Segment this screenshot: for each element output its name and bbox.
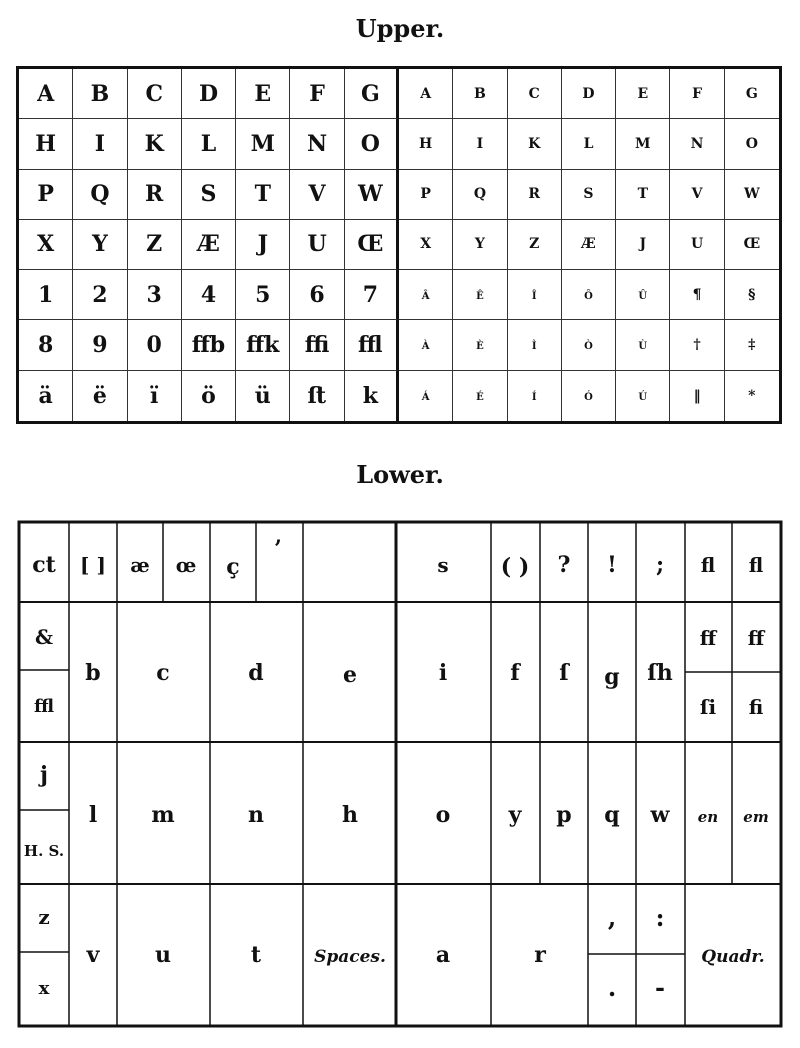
lower-cell-spaces: Spaces. [314, 947, 386, 967]
upper-cell: O [345, 119, 399, 169]
upper-cell: M [236, 119, 290, 169]
lower-cell-z: z [38, 905, 50, 929]
upper-cell: ú [616, 371, 670, 421]
upper-cell: 5 [236, 270, 290, 320]
upper-cell: à [399, 320, 453, 370]
lower-cell-question: ? [557, 552, 571, 578]
upper-cell: è [453, 320, 507, 370]
upper-cell: T [616, 170, 670, 220]
upper-cell: ﬅ [290, 371, 344, 421]
upper-cell: U [670, 220, 724, 270]
upper-cell: S [182, 170, 236, 220]
lower-cell-quadr: Quadr. [701, 947, 765, 967]
upper-cell: Y [453, 220, 507, 270]
upper-cell: 1 [19, 270, 73, 320]
lower-cell-fl-2: ﬂ [748, 553, 764, 577]
upper-cell: J [616, 220, 670, 270]
lower-cell-g: g [604, 664, 620, 690]
upper-cell: ﬃ [290, 320, 344, 370]
upper-cell: † [670, 320, 724, 370]
lower-cell-c: c [156, 660, 170, 686]
upper-cell: F [670, 69, 724, 119]
lower-cell-ct: ct [32, 552, 56, 578]
upper-cell: J [236, 220, 290, 270]
upper-cell: L [182, 119, 236, 169]
lower-cell-en: en [697, 808, 719, 826]
lower-cell-v: v [86, 942, 100, 968]
lower-cell-semicolon: ; [655, 552, 665, 578]
upper-cell: U [290, 220, 344, 270]
lower-cell-ff: ﬀ [699, 626, 717, 650]
upper-cell: â [399, 270, 453, 320]
lower-cell-long-s: ſ [559, 660, 569, 686]
upper-cell: H [19, 119, 73, 169]
upper-cell: í [508, 371, 562, 421]
upper-cell: W [345, 170, 399, 220]
lower-cell-m: m [151, 802, 175, 828]
lower-cell-si: ſi [699, 695, 717, 719]
lower-cell-colon: : [655, 903, 665, 932]
upper-cell: û [616, 270, 670, 320]
lower-cell-x: x [38, 978, 50, 999]
lower-cell-b: b [85, 660, 101, 686]
upper-cell: X [19, 220, 73, 270]
upper-cell: Y [73, 220, 127, 270]
upper-cell: ¶ [670, 270, 724, 320]
lower-cell-apostrophe: ’ [274, 536, 282, 562]
lower-cell-oe: œ [175, 553, 197, 577]
upper-cell: H [399, 119, 453, 169]
upper-cell: I [73, 119, 127, 169]
upper-cell: ﬀb [182, 320, 236, 370]
upper-cell: P [19, 170, 73, 220]
lower-cell-sh: ſh [647, 660, 673, 686]
upper-cell: X [399, 220, 453, 270]
upper-cell: Æ [562, 220, 616, 270]
lower-cell-hyphen: - [655, 973, 665, 1002]
upper-cell: Æ [182, 220, 236, 270]
upper-cell: G [725, 69, 779, 119]
lower-outer-frame [19, 522, 781, 1026]
upper-cell: C [128, 69, 182, 119]
lower-cell-ampersand: & [34, 625, 54, 649]
upper-cell: A [399, 69, 453, 119]
lower-cell-parens: ( ) [500, 554, 530, 580]
upper-cell: î [508, 270, 562, 320]
lower-cell-fl: ﬂ [700, 553, 716, 577]
lower-cell-l: l [88, 802, 98, 828]
upper-cell: V [290, 170, 344, 220]
upper-cell: ä [19, 371, 73, 421]
upper-cell: E [616, 69, 670, 119]
upper-cell: 4 [182, 270, 236, 320]
lower-cell-q: q [604, 802, 620, 828]
upper-cell: B [73, 69, 127, 119]
upper-cell: T [236, 170, 290, 220]
lower-cell-f: f [510, 660, 520, 686]
lower-cell-j: j [40, 762, 48, 788]
lower-cell-comma: , [607, 903, 617, 932]
upper-cell: 3 [128, 270, 182, 320]
upper-cell: B [453, 69, 507, 119]
lower-cell-ffl: ﬄ [33, 696, 55, 717]
upper-cell: ‡ [725, 320, 779, 370]
upper-cell: E [236, 69, 290, 119]
upper-cell: k [345, 371, 399, 421]
upper-cell: Œ [345, 220, 399, 270]
lower-cell-hs: H. S. [23, 842, 65, 860]
upper-cell: G [345, 69, 399, 119]
upper-cell: M [616, 119, 670, 169]
upper-cell: 6 [290, 270, 344, 320]
upper-cell: ﬀk [236, 320, 290, 370]
lower-cell-brackets: [ ] [80, 553, 106, 577]
upper-cell: K [508, 119, 562, 169]
upper-cell: 8 [19, 320, 73, 370]
lower-cell-h: h [342, 802, 358, 828]
upper-cell: P [399, 170, 453, 220]
upper-cell: Z [128, 220, 182, 270]
lower-case-title: Lower. [356, 460, 444, 489]
upper-cell: D [562, 69, 616, 119]
upper-cell: ï [128, 371, 182, 421]
lower-cell-d: d [248, 660, 264, 686]
upper-cell: A [19, 69, 73, 119]
lower-cell-o: o [435, 802, 451, 828]
upper-cell: ó [562, 371, 616, 421]
upper-cell: ë [73, 371, 127, 421]
upper-cell: V [670, 170, 724, 220]
upper-cell: ô [562, 270, 616, 320]
upper-cell: R [128, 170, 182, 220]
upper-case-title: Upper. [355, 14, 445, 43]
lower-cell-em: em [743, 808, 769, 826]
lower-cell-e: e [343, 662, 357, 688]
upper-cell: F [290, 69, 344, 119]
lower-cell-s: s [437, 553, 449, 577]
lower-cell-r: r [534, 942, 546, 968]
upper-cell: S [562, 170, 616, 220]
upper-cell: ﬄ [345, 320, 399, 370]
upper-cell: * [748, 387, 756, 404]
upper-cell: ö [182, 371, 236, 421]
upper-cell: R [508, 170, 562, 220]
upper-cell: é [453, 371, 507, 421]
upper-cell: C [508, 69, 562, 119]
lower-cell-i: i [438, 660, 448, 686]
upper-cell: ù [616, 320, 670, 370]
lower-cell-u: u [155, 942, 171, 968]
upper-cell: 7 [345, 270, 399, 320]
upper-cell: N [670, 119, 724, 169]
upper-cell: § [725, 270, 779, 320]
upper-cell: Q [453, 170, 507, 220]
lower-cell-fi: ﬁ [748, 695, 764, 719]
lower-cell-exclaim: ! [607, 552, 617, 578]
lower-cell-a: a [435, 942, 451, 968]
lower-cell-ff-2: ﬀ [747, 626, 765, 650]
upper-cell: Q [73, 170, 127, 220]
lower-cell-n: n [248, 802, 264, 828]
upper-cell: á [399, 371, 453, 421]
upper-cell: 0 [128, 320, 182, 370]
upper-cell: I [453, 119, 507, 169]
upper-cell: N [290, 119, 344, 169]
lower-cell-ae: æ [130, 553, 150, 577]
upper-cell: Œ [725, 220, 779, 270]
upper-cell: ‖ [670, 371, 724, 421]
upper-cell: 2 [73, 270, 127, 320]
lower-cell-period: . [607, 973, 617, 1002]
upper-cell: ì [508, 320, 562, 370]
lower-cell-w: w [650, 802, 670, 828]
upper-cell: ê [453, 270, 507, 320]
upper-cell: K [128, 119, 182, 169]
lower-cell-y: y [508, 802, 522, 828]
lower-cell-p: p [556, 802, 572, 828]
upper-cell: W [725, 170, 779, 220]
upper-cell: O [725, 119, 779, 169]
lower-cell-t: t [250, 942, 262, 968]
upper-cell: ü [236, 371, 290, 421]
lower-cell-c-cedilla: ç [226, 554, 240, 580]
upper-cell: 9 [73, 320, 127, 370]
upper-cell: ò [562, 320, 616, 370]
upper-cell: L [562, 119, 616, 169]
upper-cell: Z [508, 220, 562, 270]
upper-cell: D [182, 69, 236, 119]
